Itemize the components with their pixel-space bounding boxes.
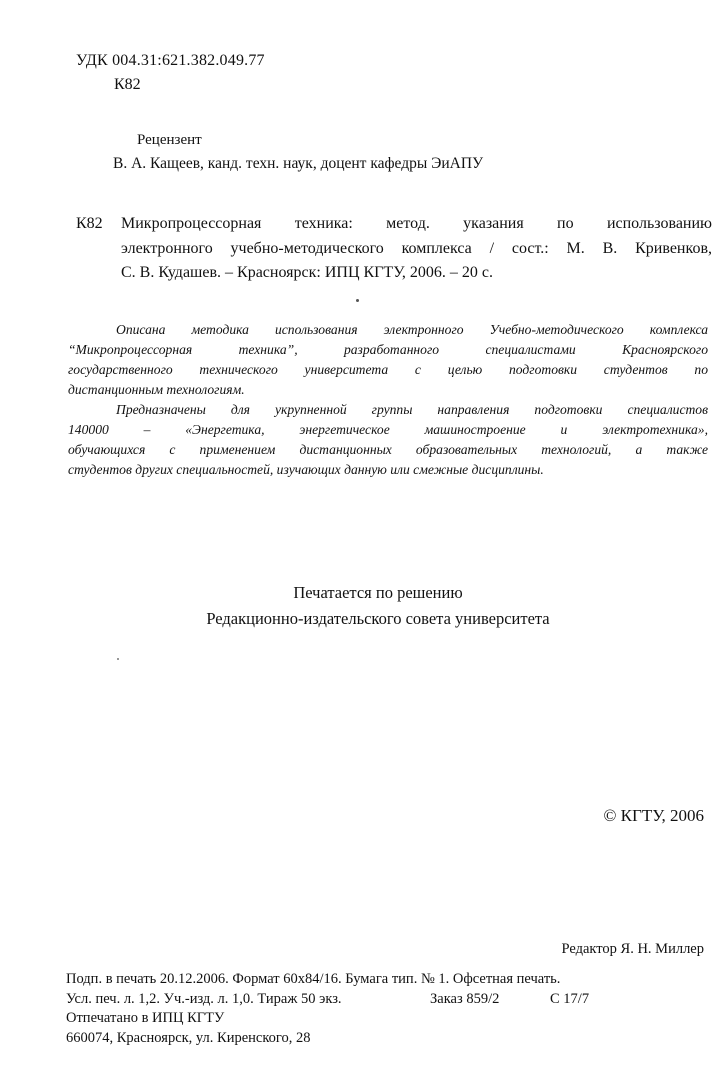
publication-approval: [0, 580, 726, 632]
imprint-code: С 17/7: [550, 990, 590, 1007]
imprint-line-4: [66, 1029, 666, 1049]
biblio-line-1: Микропроцессорная техника: метод. указания по использованию: [121, 215, 712, 232]
reviewer-label: Рецензент: [137, 132, 202, 148]
annotation-p2-line-2: 140000 – «Энергетика, энергетическое машиностроение и электротехника»,: [68, 422, 708, 437]
copyright: © КГТУ, 2006: [603, 806, 704, 825]
imprint-line-2: [66, 990, 666, 1010]
annotation: [68, 320, 708, 480]
bibliographic-description: [76, 212, 712, 286]
speck: [356, 299, 359, 302]
imprint: [66, 970, 666, 1048]
speck: [117, 658, 119, 660]
annotation-p2-line-1: Предназначены для укрупненной группы направления подготовки специалистов: [116, 402, 708, 417]
annotation-p1-line-1: Описана методика использования электронного Учебно-методического комплекса: [116, 322, 708, 337]
biblio-line-2: электронного учебно-методического комплекса / сост.: М. В. Кривенков,: [121, 239, 712, 257]
imprint-signed: Подп. в печать 20.12.2006. Формат 60x84/16. Бумага тип. № 1. Офсетная печать.: [66, 971, 561, 987]
editor-credit: Редактор Я. Н. Миллер: [561, 941, 704, 957]
annotation-p1-line-2: “Микропроцессорная техника”, разработанного специалистами Красноярского: [68, 342, 708, 357]
annotation-p2-line-3: обучающихся с применением дистанционных образовательных технологий, а также: [68, 442, 708, 457]
imprint-volume: Усл. печ. л. 1,2. Уч.-изд. л. 1,0. Тираж 50 экз.: [66, 990, 342, 1007]
imprint-order: Заказ 859/2: [430, 990, 500, 1007]
udc-number: УДК 004.31:621.382.049.77: [76, 52, 265, 69]
approval-line-2: Редакционно-издательского совета университета: [206, 609, 550, 628]
approval-line-1: Печатается по решению: [293, 583, 463, 602]
author-mark: К82: [114, 76, 141, 93]
reviewer-info: В. А. Кащеев, канд. техн. наук, доцент кафедры ЭиАПУ: [113, 155, 484, 172]
annotation-p1-line-4: дистанционным технологиям.: [68, 382, 245, 397]
biblio-line-3: С. В. Кудашев. – Красноярск: ИПЦ КГТУ, 2006. – 20 с.: [121, 264, 494, 281]
imprint-line-3: [66, 1009, 666, 1029]
imprint-printed-at: Отпечатано в ИПЦ КГТУ: [66, 1010, 225, 1026]
annotation-p1-line-3: государственного технического университета с целью подготовки студентов по: [68, 362, 708, 377]
imprint-address: 660074, Красноярск, ул. Киренского, 28: [66, 1029, 311, 1046]
imprint-line-1: [66, 970, 666, 990]
annotation-p2-line-4: студентов других специальностей, изучающих данную или смежные дисциплины.: [68, 462, 544, 477]
biblio-code: К82: [76, 215, 103, 232]
